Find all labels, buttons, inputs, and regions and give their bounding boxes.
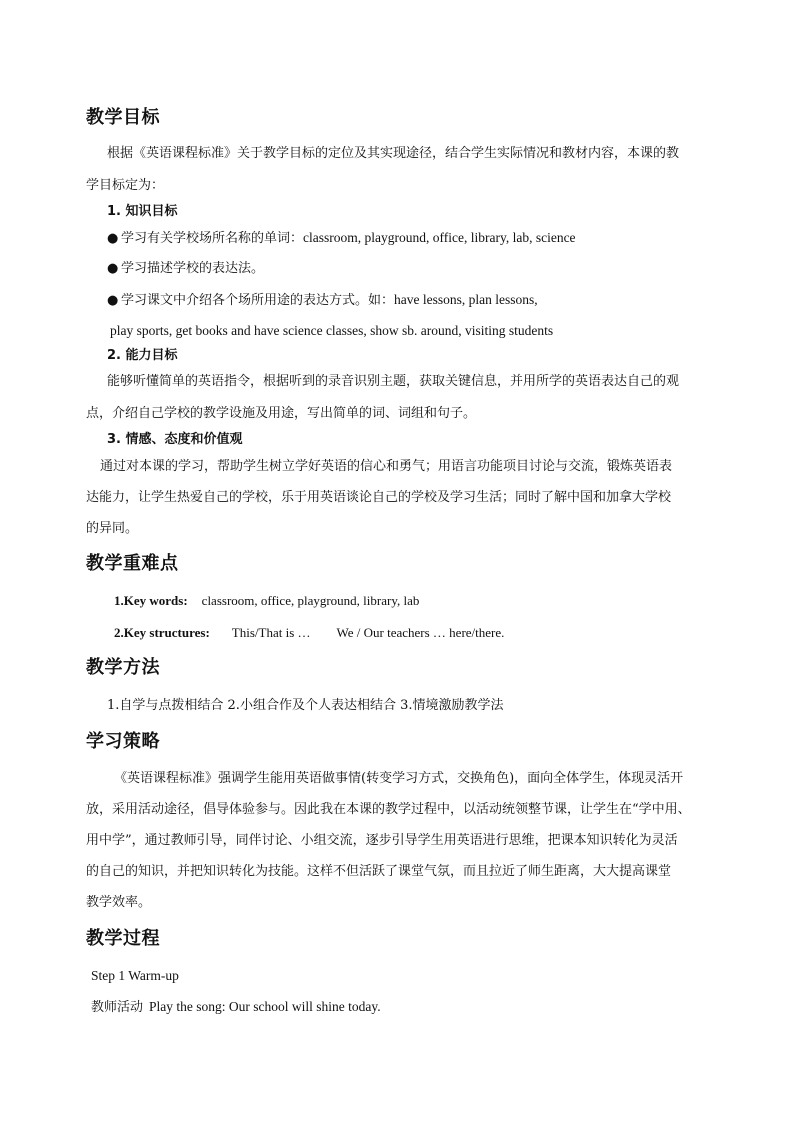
structures-label: 2.Key structures:: [114, 625, 210, 640]
methods-line: 1.自学与点拨相结合 2.小组合作及个人表达相结合 3.情境激励教学法: [107, 698, 504, 713]
ability-title: 2. 能力目标: [107, 348, 178, 363]
knowledge-item-1-words: classroom, playground, office, library, lab, science: [303, 230, 576, 245]
knowledge-title: 1. 知识目标: [107, 204, 178, 219]
knowledge-item-3: [107, 291, 538, 310]
emotion-line1: 通过对本课的学习，帮助学生树立学好英语的信心和勇气；用语言功能项目讨论与交流，锻炼英语表: [100, 459, 673, 474]
process-step1: Step 1 Warm-up: [91, 968, 179, 983]
objectives-intro-line2: 学目标定为：: [86, 178, 165, 193]
keywords-value: classroom, office, playground, library, lab: [201, 593, 420, 608]
knowledge-item-1: [107, 229, 576, 248]
knowledge-item-3-prefix: 学习课文中介绍各个场所用途的表达方式。如：: [121, 293, 395, 308]
heading-methods: 教学方法: [86, 657, 160, 678]
strategy-line3: 用中学”，通过教师引导，同伴讨论、小组交流，逐步引导学生用英语进行思维，把课本知识转化为灵活: [86, 833, 678, 848]
knowledge-item-3-words: have lessons, plan lessons,: [394, 292, 538, 307]
keywords-row: [114, 592, 419, 611]
knowledge-item-2: [107, 260, 264, 278]
strategy-line5: 教学效率。: [86, 895, 152, 910]
structures-row: [114, 624, 504, 643]
ability-line1: 能够听懂简单的英语指令，根据听到的录音识别主题，获取关键信息，并用所学的英语表达自己的观: [107, 374, 680, 389]
knowledge-item-1-prefix: 学习有关学校场所名称的单词：: [121, 231, 304, 246]
emotion-line2: 达能力，让学生热爱自己的学校，乐于用英语谈论自己的学校及学习生活；同时了解中国和加拿大学校: [86, 490, 672, 505]
bullet-icon: ●: [107, 293, 119, 308]
objectives-intro-line1: 根据《英语课程标准》关于教学目标的定位及其实现途径，结合学生实际情况和教材内容，本课的教: [107, 146, 680, 161]
knowledge-item-3-continuation: play sports, get books and have science classes, show sb. around, visiting students: [110, 323, 554, 338]
structures-value-1: This/That is …: [231, 625, 311, 640]
strategy-line4: 的自己的知识，并把知识转化为技能。这样不但活跃了课堂气氛，而且拉近了师生距离，大大提高课堂: [86, 864, 672, 879]
process-teacher-activity: [91, 998, 381, 1017]
keywords-label: 1.Key words:: [114, 593, 188, 608]
heading-strategy: 学习策略: [86, 731, 160, 752]
bullet-icon: ●: [107, 231, 119, 246]
bullet-icon: ●: [107, 261, 119, 276]
knowledge-item-2-text: 学习描述学校的表达法。: [121, 261, 265, 276]
ability-line2: 点，介绍自己学校的教学设施及用途，写出简单的词、词组和句子。: [86, 406, 477, 421]
strategy-line1: 《英语课程标准》强调学生能用英语做事情(转变学习方式，交换角色)，面向全体学生，体现灵活开: [114, 771, 684, 786]
heading-objectives: 教学目标: [86, 107, 160, 128]
teacher-activity-label: 教师活动: [91, 1000, 144, 1015]
heading-key-points: 教学重难点: [86, 553, 179, 574]
emotion-title: 3. 情感、态度和价值观: [107, 432, 243, 447]
teacher-activity-text: Play the song: Our school will shine today.: [149, 999, 381, 1014]
strategy-line2: 放，采用活动途径，倡导体验参与。因此我在本课的教学过程中，以活动统领整节课，让学生在“学中用、: [86, 802, 691, 817]
heading-process: 教学过程: [86, 928, 160, 949]
structures-value-2: We / Our teachers … here/there.: [336, 625, 505, 640]
emotion-line3: 的异同。: [86, 521, 139, 536]
